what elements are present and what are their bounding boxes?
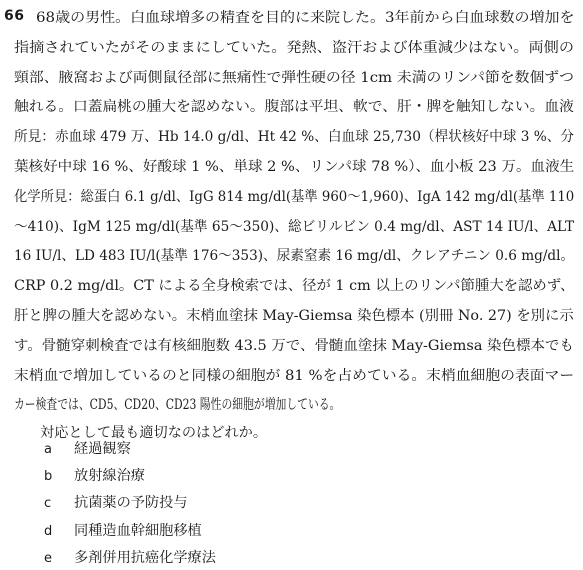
- choice-letter: b: [44, 469, 53, 485]
- stem-line: 頸部、腋窩および両側鼠径部に無痛性で弾性硬の径 1cm 未満のリンパ節を数個ずつ: [14, 69, 575, 86]
- stem-line: 葉核好中球 16 %、好酸球 1 %、単球 2 %、リンパ球 78 %）、血小板 23 万。血液生: [14, 159, 575, 175]
- stem-line: す。骨髄穿刺検査では有核細胞数 43.5 万で、骨髄血塗抹 May-Giemsa 染色標本でも: [14, 337, 574, 354]
- stem-line: 16 IU/l、LD 483 IU/l(基準 176～353)、尿素窒素 16 mg/dl、クレアチニン 0.6 mg/dl。: [14, 248, 575, 265]
- choice-letter: e: [44, 550, 52, 566]
- choice-e[interactable]: [44, 547, 216, 569]
- stem-line: 肝と脾の腫大を認めない。末梢血塗抹 May-Giemsa 染色標本 (別冊 No. 27) を別に示: [14, 308, 574, 324]
- choice-text: 多剤併用抗癌化学療法: [74, 549, 216, 566]
- stem-line: 触れる。口蓋扁桃の腫大を認めない。腹部は平坦、軟で、肝・脾を触知しない。血液: [14, 99, 574, 116]
- choice-b[interactable]: [44, 465, 145, 487]
- choice-a[interactable]: [44, 438, 131, 460]
- choice-text: 経過観察: [74, 441, 131, 457]
- stem-line: CRP 0.2 mg/dl。CT による全身検索では、径が 1 cm 以上のリンパ節腫大を認めず、: [14, 278, 575, 295]
- choice-letter: a: [44, 442, 52, 457]
- stem-line: 化学所見：総蛋白 6.1 g/dl、IgG 814 mg/dl(基準 960～1,960)、IgA 142 mg/dl(基準 110: [14, 188, 575, 205]
- choice-letter: c: [44, 496, 52, 512]
- choice-letter: d: [44, 523, 53, 539]
- choice-d[interactable]: [44, 520, 202, 542]
- question-number: 66: [4, 8, 25, 24]
- stem-line: ～410)、IgM 125 mg/dl(基準 65～350)、総ビリルビン 0.4 mg/dl、AST 14 IU/l、ALT: [14, 218, 575, 235]
- stem-line: 末梢血で増加しているのと同様の細胞が 81 %を占めている。末梢血細胞の表面マー: [14, 367, 575, 384]
- stem-line: 所見：赤血球 479 万、Hb 14.0 g/dl、Ht 42 %、白血球 25,730（桿状核好中球 3 %、分: [14, 129, 575, 146]
- question-prompt: 対応として最も適切なのはどれか。: [40, 425, 268, 441]
- choice-text: 放射線治療: [74, 468, 145, 485]
- stem-line: 指摘されていたがそのままにしていた。発熱、盗汗および体重減少はない。両側の: [14, 39, 574, 56]
- stem-line: 68歳の男性。白血球増多の精査を目的に来院した。3年前から白血球数の増加を: [36, 10, 575, 26]
- choice-text: 同種造血幹細胞移植: [74, 522, 202, 539]
- choice-c[interactable]: [44, 492, 188, 514]
- stem-line: カー検査では、CD5、CD20、CD23 陽性の細胞が増加している。: [14, 397, 341, 414]
- choice-text: 抗菌薬の予防投与: [74, 495, 188, 512]
